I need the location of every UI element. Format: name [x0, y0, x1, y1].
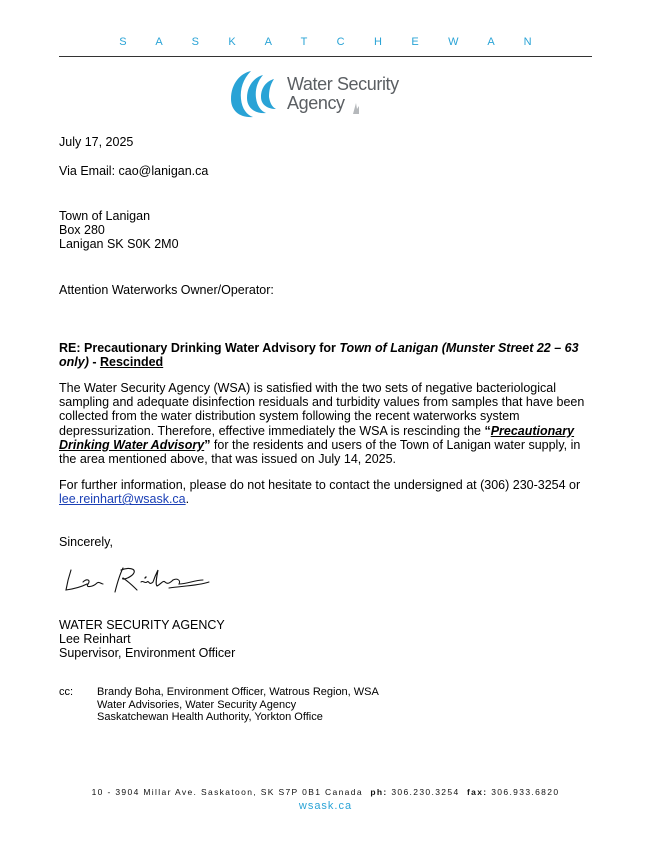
body2-period: .: [185, 492, 190, 507]
signature-name: Lee Reinhart: [59, 632, 131, 646]
footer-address-line: [0, 787, 651, 797]
footer-phone-label: ph:: [370, 787, 388, 797]
cc-item: Water Advisories, Water Security Agency: [97, 698, 297, 711]
logo-line-2: Agency: [287, 93, 345, 113]
body1-text: The Water Security Agency (WSA) is satisfied with the two sets of negative bacteriological sampling and adequate disinfection residuals and turbidity values from samples that have been collected from the water distribution system following the recent waterworks system depressurization. Therefore, effective immediately the WSA is rescinding the: [59, 381, 585, 438]
quote-close: ”: [204, 437, 211, 452]
body1-text-end: for the residents and users of the Town of Lanigan water supply, in the area mentioned above, that was issued on July 14, 2025.: [59, 437, 581, 467]
closing: Sincerely,: [59, 535, 113, 549]
attention-line: Attention Waterworks Owner/Operator:: [59, 283, 274, 297]
recipient-address: [59, 209, 179, 251]
footer-phone: 306.230.3254: [391, 787, 460, 797]
re-subject: [59, 341, 592, 369]
cc-label: cc:: [59, 686, 74, 698]
header-province: S A S K A T C H E W A N: [119, 36, 545, 48]
handwritten-signature: [63, 562, 223, 596]
cc-item: Brandy Boha, Environment Officer, Watrous Region, WSA: [97, 686, 379, 698]
via-email-address: cao@lanigan.ca: [118, 164, 209, 178]
footer-fax: 306.933.6820: [491, 787, 560, 797]
quote-open: “: [484, 423, 491, 438]
footer-address: 10 - 3904 Millar Ave. Saskatoon, SK S7P 0B1 Canada: [91, 787, 363, 797]
footer-website[interactable]: wsask.ca: [298, 800, 353, 812]
header-divider: [59, 56, 592, 57]
body2-text: For further information, please do not hesitate to contact the undersigned at (306) 230-3254 or: [59, 478, 581, 492]
re-dash: -: [88, 355, 100, 370]
re-location: Town of Lanigan (Munster Street 22 – 63 only): [59, 341, 579, 370]
cc-list: [97, 686, 379, 724]
contact-email-link[interactable]: lee.reinhart@wsask.ca: [59, 492, 186, 507]
recipient-line: Box 280: [59, 223, 105, 237]
via-email-line: [59, 164, 208, 178]
recipient-line: Lanigan SK S0K 2M0: [59, 237, 179, 251]
via-email-label: Via Email:: [59, 164, 119, 178]
footer-fax-label: fax:: [466, 787, 488, 797]
signature-org: WATER SECURITY AGENCY: [59, 618, 225, 632]
signature-block: [59, 618, 235, 660]
logo-mark-icon: [351, 101, 361, 115]
letter-date: July 17, 2025: [59, 135, 134, 149]
wsa-logo: [227, 67, 427, 121]
body-paragraph-2: [59, 478, 592, 506]
logo-line-1: Water Security: [287, 74, 399, 94]
cc-item: Saskatchewan Health Authority, Yorkton Office: [97, 711, 323, 724]
body-paragraph-1: [59, 381, 592, 466]
water-drops-icon: [227, 67, 289, 121]
re-status: Rescinded: [99, 355, 164, 370]
re-prefix: RE: Precautionary Drinking Water Advisory for: [59, 341, 340, 355]
recipient-line: Town of Lanigan: [59, 209, 151, 223]
advisory-name: Precautionary Drinking Water Advisory: [59, 423, 575, 452]
signature-title: Supervisor, Environment Officer: [59, 646, 236, 660]
